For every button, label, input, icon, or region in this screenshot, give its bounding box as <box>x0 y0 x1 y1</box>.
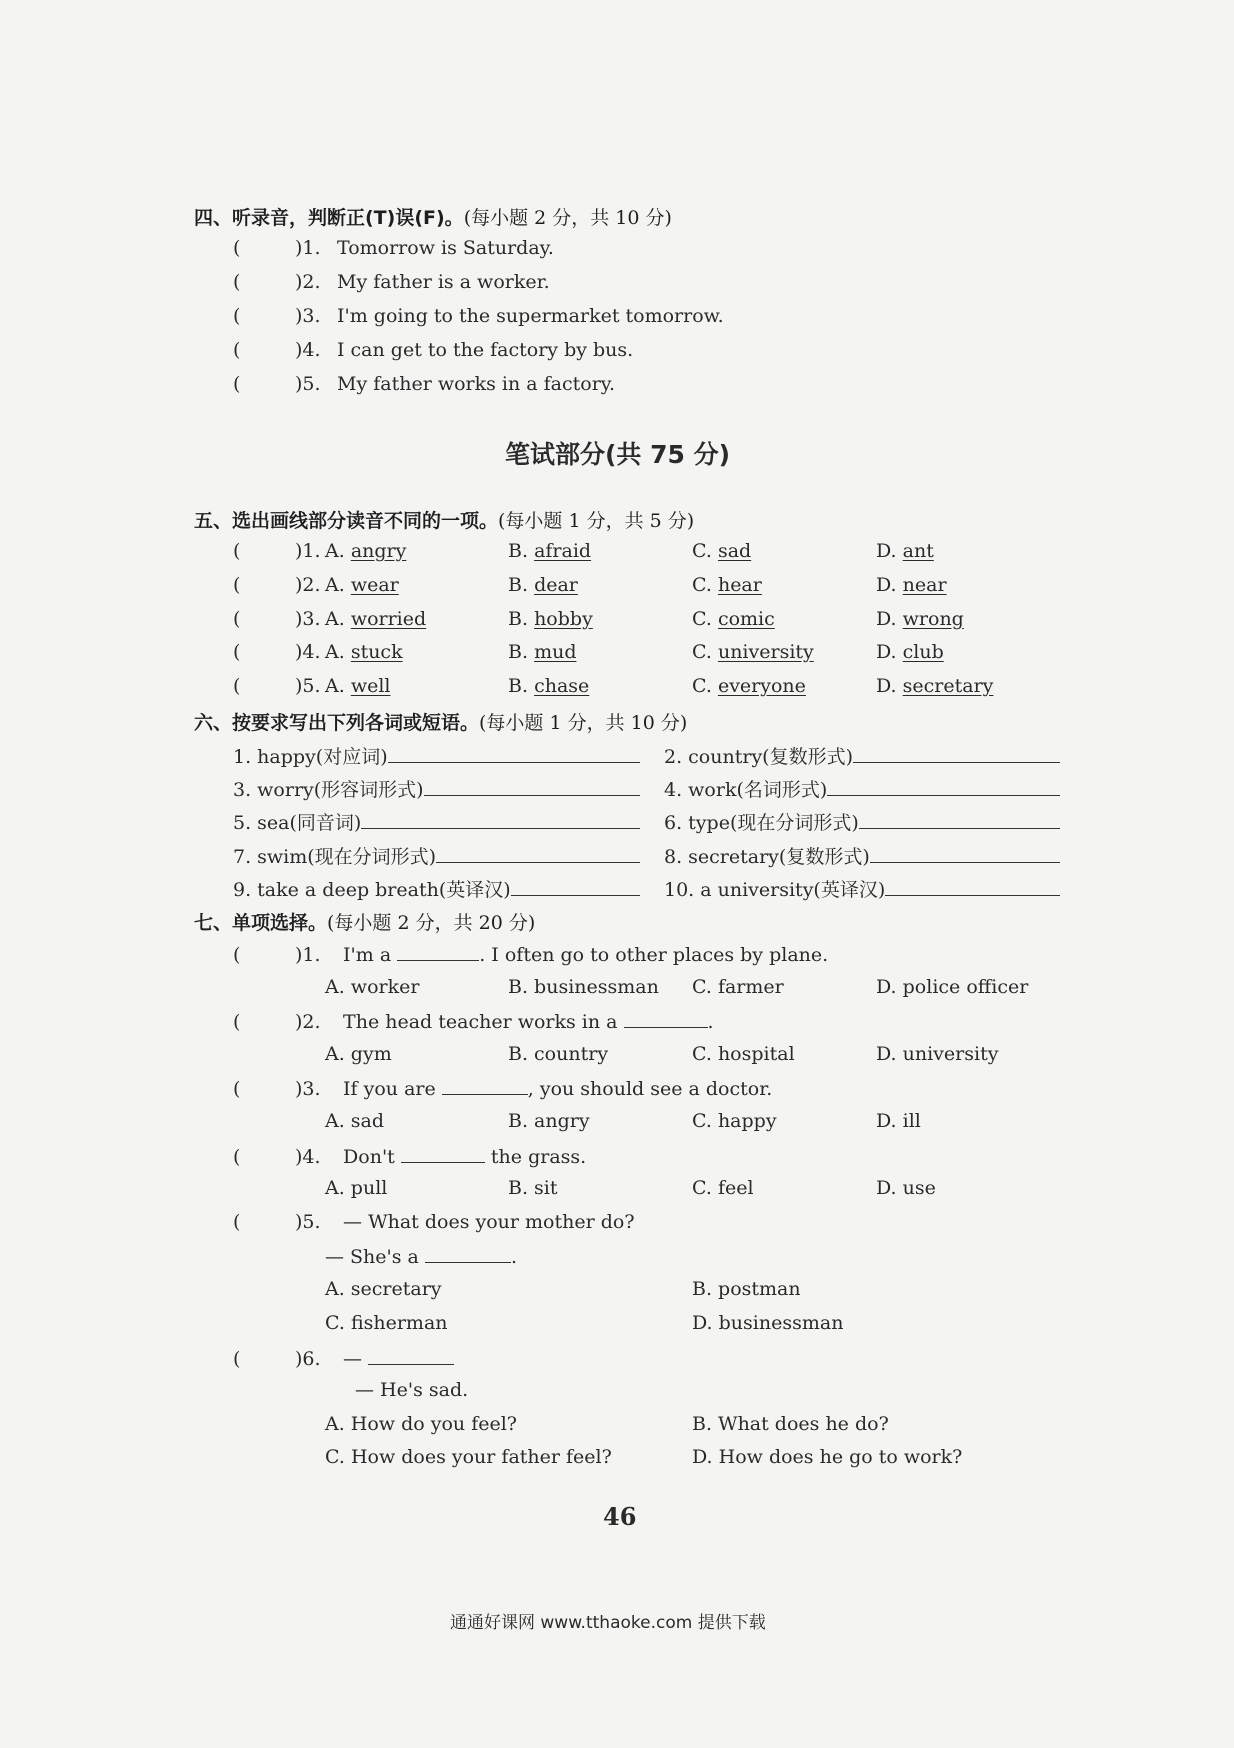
option-c <box>692 641 814 663</box>
q5-line2 <box>325 1244 517 1268</box>
option-letter: A. <box>325 675 345 697</box>
section6-item-right <box>664 742 853 769</box>
option-word: mud <box>534 641 577 663</box>
item-prompt: 1. happy(对应词) <box>233 746 388 768</box>
item-prompt: 6. type(现在分词形式) <box>664 812 859 834</box>
section5-item <box>233 574 337 596</box>
answer-paren[interactable]: ( <box>233 373 241 395</box>
q6-line1-pre: — <box>343 1348 363 1370</box>
item-number: )4. <box>295 641 321 663</box>
section6-heading: 六、按要求写出下列各词或短语。 <box>194 712 480 734</box>
section6-item-right <box>664 875 885 902</box>
section7-title <box>194 908 535 935</box>
answer-blank[interactable] <box>870 844 1060 863</box>
q1-post: . I often go to other places by plane. <box>479 944 829 966</box>
q2-option-b: B. country <box>508 1043 609 1065</box>
q1-paren: ( <box>233 944 241 966</box>
answer-blank[interactable] <box>361 810 640 829</box>
option-word: dear <box>534 574 578 596</box>
item-text: My father works in a factory. <box>337 373 616 395</box>
section4-note: (每小题 2 分，共 10 分) <box>463 207 672 229</box>
option-letter: C. <box>692 675 712 697</box>
section4-item <box>233 339 633 361</box>
q6-option-a: A. How do you feel? <box>325 1413 517 1435</box>
option-word: club <box>902 641 944 663</box>
q5-paren: ( <box>233 1211 241 1233</box>
section6-item-left <box>233 775 424 802</box>
section4-item <box>233 373 615 395</box>
answer-paren[interactable]: ( <box>233 574 241 596</box>
section6-item-left <box>233 808 361 835</box>
option-word: stuck <box>350 641 403 663</box>
q6-paren: ( <box>233 1348 241 1370</box>
q2-num: )2. <box>295 1011 321 1033</box>
q3-paren: ( <box>233 1078 241 1100</box>
option-b <box>508 608 593 630</box>
q2-stem <box>233 1009 714 1033</box>
option-letter: D. <box>876 540 897 562</box>
q1-option-d: D. police officer <box>876 976 1029 998</box>
answer-paren[interactable]: ( <box>233 540 241 562</box>
option-letter: D. <box>876 641 897 663</box>
q3-post: , you should see a doctor. <box>527 1078 773 1100</box>
option-letter: A. <box>325 608 345 630</box>
q3-num: )3. <box>295 1078 321 1100</box>
q2-option-a: A. gym <box>325 1043 392 1065</box>
section6-item-left <box>233 875 511 902</box>
option-letter: B. <box>508 540 529 562</box>
item-prompt: 5. sea(同音词) <box>233 812 362 834</box>
section5-heading: 五、选出画线部分读音不同的一项。 <box>194 510 499 532</box>
answer-blank[interactable] <box>436 844 640 863</box>
section6-item-left <box>233 742 388 769</box>
option-word: hobby <box>534 608 593 630</box>
section7-note: (每小题 2 分，共 20 分) <box>327 912 536 934</box>
item-text: I'm going to the supermarket tomorrow. <box>337 305 724 327</box>
section6-item-right <box>664 775 827 802</box>
q5-line2-pre: — She's a <box>325 1246 419 1268</box>
option-word: near <box>902 574 947 596</box>
option-word: ant <box>902 540 934 562</box>
q5-line1: — What does your mother do? <box>343 1211 635 1233</box>
q2-pre: The head teacher works in a <box>343 1011 618 1033</box>
answer-blank[interactable] <box>388 744 640 763</box>
option-letter: B. <box>508 675 529 697</box>
section6-title <box>194 708 687 735</box>
q3-stem <box>233 1076 772 1100</box>
q3-option-a: A. sad <box>325 1110 385 1132</box>
section6-item-right <box>664 842 870 869</box>
option-letter: B. <box>508 608 529 630</box>
q4-pre: Don't <box>343 1146 395 1168</box>
page-number: 46 <box>603 1502 637 1531</box>
item-number: )4. <box>295 339 321 361</box>
section5-title <box>194 506 694 533</box>
option-word: comic <box>717 608 775 630</box>
q2-option-c: C. hospital <box>692 1043 795 1065</box>
item-number: )3. <box>295 608 321 630</box>
item-prompt: 2. country(复数形式) <box>664 746 853 768</box>
option-a <box>325 641 403 663</box>
q6-num: )6. <box>295 1348 321 1370</box>
q6-option-b: B. What does he do? <box>692 1413 889 1435</box>
option-word: well <box>350 675 391 697</box>
option-c <box>692 574 762 596</box>
option-b <box>508 574 578 596</box>
option-word: everyone <box>717 675 806 697</box>
q5-option-c: C. fisherman <box>325 1312 448 1334</box>
option-d <box>876 574 947 596</box>
item-number: )3. <box>295 305 321 327</box>
option-letter: A. <box>325 540 345 562</box>
q1-option-b: B. businessman <box>508 976 659 998</box>
option-letter: D. <box>876 574 897 596</box>
item-number: )1. <box>295 540 321 562</box>
option-b <box>508 641 576 663</box>
q3-option-b: B. angry <box>508 1110 590 1132</box>
option-a <box>325 574 399 596</box>
answer-paren[interactable]: ( <box>233 237 241 259</box>
q5-line2-post: . <box>510 1246 517 1268</box>
answer-blank[interactable] <box>859 810 1060 829</box>
q6-option-d: D. How does he go to work? <box>692 1446 963 1468</box>
q1-option-c: C. farmer <box>692 976 784 998</box>
option-letter: C. <box>692 608 712 630</box>
option-letter: A. <box>325 641 345 663</box>
q4-option-d: D. use <box>876 1177 936 1199</box>
option-c <box>692 608 775 630</box>
q6-blank[interactable] <box>368 1346 454 1365</box>
option-c <box>692 540 751 562</box>
q5-stem <box>233 1211 635 1233</box>
item-number: )2. <box>295 271 321 293</box>
section6-note: (每小题 1 分，共 10 分) <box>479 712 688 734</box>
option-word: chase <box>534 675 590 697</box>
q3-pre: If you are <box>343 1078 436 1100</box>
option-b <box>508 540 591 562</box>
answer-blank[interactable] <box>424 777 640 796</box>
footer-credit: 通通好课网 www.tthaoke.com 提供下载 <box>450 1613 766 1633</box>
option-word: worried <box>350 608 427 630</box>
section4-heading: 四、听录音，判断正(T)误(F)。 <box>194 207 464 229</box>
q5-option-d: D. businessman <box>692 1312 844 1334</box>
answer-blank[interactable] <box>827 777 1060 796</box>
q2-blank[interactable] <box>624 1009 708 1028</box>
option-a <box>325 608 426 630</box>
q1-option-a: A. worker <box>325 976 420 998</box>
section5-item <box>233 641 337 663</box>
q5-option-a: A. secretary <box>325 1278 442 1300</box>
answer-blank[interactable] <box>853 744 1060 763</box>
section4-item <box>233 271 550 293</box>
q3-option-d: D. ill <box>876 1110 921 1132</box>
section5-item <box>233 675 337 697</box>
section5-item <box>233 540 337 562</box>
option-letter: D. <box>876 675 897 697</box>
answer-blank[interactable] <box>511 877 640 896</box>
item-prompt: 9. take a deep breath(英译汉) <box>233 879 511 901</box>
q5-option-b: B. postman <box>692 1278 801 1300</box>
answer-paren[interactable]: ( <box>233 608 241 630</box>
section5-item <box>233 608 337 630</box>
q6-stem <box>233 1346 454 1370</box>
q4-paren: ( <box>233 1146 241 1168</box>
option-letter: C. <box>692 641 712 663</box>
option-c <box>692 675 806 697</box>
q5-blank[interactable] <box>425 1244 511 1263</box>
section5-note: (每小题 1 分，共 5 分) <box>498 510 695 532</box>
q4-option-a: A. pull <box>325 1177 388 1199</box>
item-prompt: 4. work(名词形式) <box>664 779 828 801</box>
q5-num: )5. <box>295 1211 321 1233</box>
section6-item-right <box>664 808 859 835</box>
option-letter: A. <box>325 574 345 596</box>
q4-num: )4. <box>295 1146 321 1168</box>
answer-paren[interactable]: ( <box>233 339 241 361</box>
q3-blank[interactable] <box>442 1076 528 1095</box>
answer-paren[interactable]: ( <box>233 641 241 663</box>
option-d <box>876 608 964 630</box>
section4-item <box>233 237 554 259</box>
item-text: Tomorrow is Saturday. <box>337 237 554 259</box>
option-word: secretary <box>902 675 994 697</box>
option-letter: D. <box>876 608 897 630</box>
q6-option-c: C. How does your father feel? <box>325 1446 612 1468</box>
q4-stem <box>233 1144 586 1168</box>
option-b <box>508 675 589 697</box>
answer-paren[interactable]: ( <box>233 675 241 697</box>
q4-option-c: C. feel <box>692 1177 754 1199</box>
option-word: afraid <box>534 540 592 562</box>
item-prompt: 7. swim(现在分词形式) <box>233 846 437 868</box>
option-letter: B. <box>508 574 529 596</box>
option-letter: C. <box>692 540 712 562</box>
item-prompt: 10. a university(英译汉) <box>664 879 886 901</box>
option-d <box>876 540 934 562</box>
answer-blank[interactable] <box>885 877 1060 896</box>
answer-paren[interactable]: ( <box>233 305 241 327</box>
option-d <box>876 641 944 663</box>
q3-option-c: C. happy <box>692 1110 777 1132</box>
option-word: wear <box>350 574 399 596</box>
option-word: wrong <box>902 608 964 630</box>
q1-pre: I'm a <box>343 944 392 966</box>
option-a <box>325 675 390 697</box>
item-number: )1. <box>295 237 321 259</box>
written-part-title: 笔试部分(共 75 分) <box>505 440 731 469</box>
q2-option-d: D. university <box>876 1043 999 1065</box>
item-prompt: 3. worry(形容词形式) <box>233 779 424 801</box>
q4-post: the grass. <box>490 1146 587 1168</box>
option-word: hear <box>717 574 762 596</box>
q2-post: . <box>707 1011 714 1033</box>
item-text: My father is a worker. <box>337 271 550 293</box>
section6-item-left <box>233 842 436 869</box>
option-letter: C. <box>692 574 712 596</box>
item-number: )5. <box>295 373 321 395</box>
q1-blank[interactable] <box>397 942 479 961</box>
section4-item <box>233 305 724 327</box>
item-number: )2. <box>295 574 321 596</box>
option-word: angry <box>350 540 407 562</box>
q1-stem <box>233 942 828 966</box>
section4-title <box>194 203 672 230</box>
item-prompt: 8. secretary(复数形式) <box>664 846 870 868</box>
q4-option-b: B. sit <box>508 1177 558 1199</box>
option-word: university <box>717 641 814 663</box>
q6-line2: — He's sad. <box>355 1379 469 1401</box>
item-number: )5. <box>295 675 321 697</box>
option-letter: B. <box>508 641 529 663</box>
option-a <box>325 540 406 562</box>
section7-heading: 七、单项选择。 <box>194 912 328 934</box>
q1-num: )1. <box>295 944 321 966</box>
item-text: I can get to the factory by bus. <box>337 339 634 361</box>
q2-paren: ( <box>233 1011 241 1033</box>
q4-blank[interactable] <box>401 1144 485 1163</box>
option-d <box>876 675 993 697</box>
option-word: sad <box>717 540 752 562</box>
answer-paren[interactable]: ( <box>233 271 241 293</box>
